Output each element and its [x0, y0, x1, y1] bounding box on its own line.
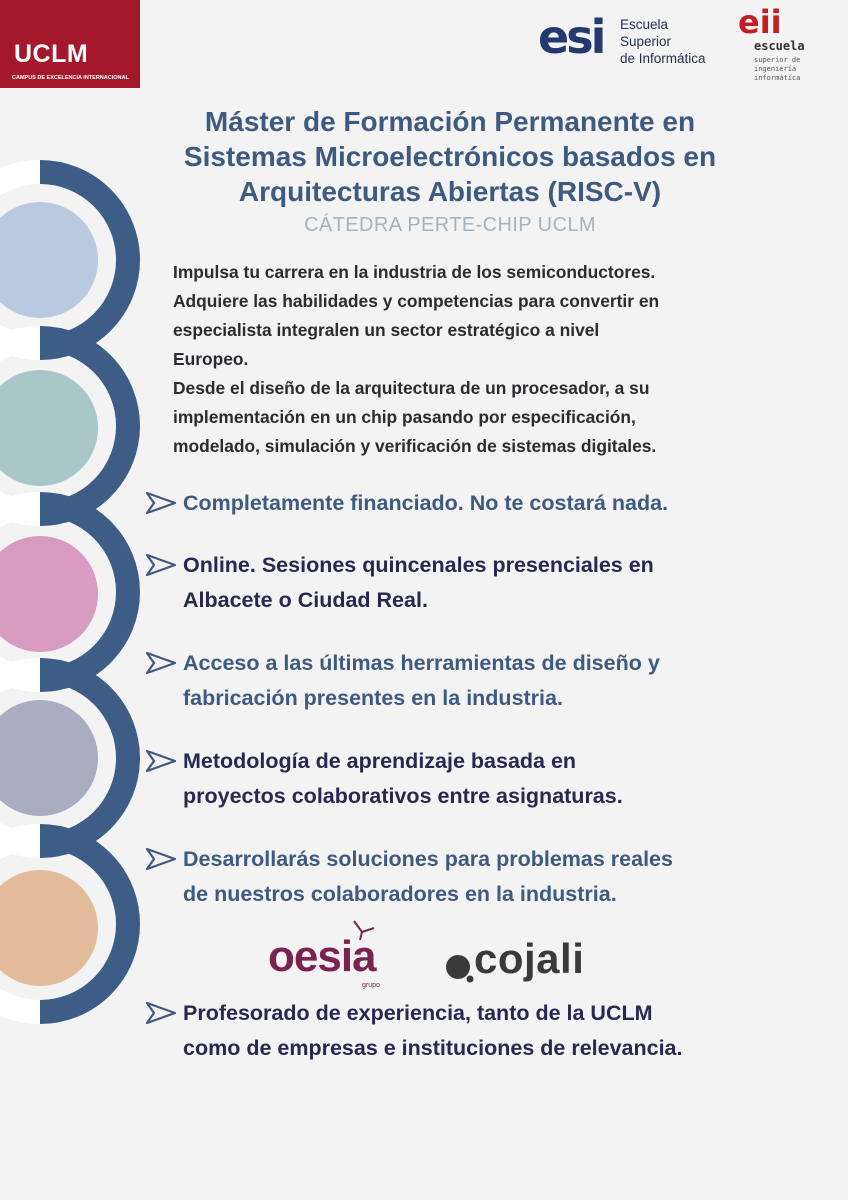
- cojali-logo: [444, 935, 604, 985]
- oesia-logo: [268, 918, 398, 990]
- title-line: Sistemas Microelectrónicos basados en: [183, 141, 717, 172]
- intro-line: Adquiere las habilidades y competencias para convertir en: [173, 291, 660, 311]
- esii-logo-line: ingeniería informática: [754, 65, 801, 82]
- intro-line: Impulsa tu carrera en la industria de los semiconductores.: [173, 262, 656, 282]
- bullet-line: fabricación presentes en la industria.: [183, 686, 563, 710]
- oesia-logo-name: oesia: [268, 932, 376, 981]
- bullet-line: Metodología de aprendizaje basada en: [183, 749, 577, 773]
- bullet-line: Completamente financiado. No te costará nada.: [183, 491, 669, 515]
- page-title: [100, 104, 800, 209]
- intro-line: Europeo.: [173, 349, 249, 369]
- arrow-bullet-icon: [143, 650, 179, 676]
- intro-line: Desde el diseño de la arquitectura de un procesador, a su: [173, 378, 650, 398]
- arrow-bullet-icon: [143, 552, 179, 578]
- bullet-text: [183, 996, 683, 1066]
- esii-logo: [738, 3, 842, 90]
- cojali-dot-icon: [444, 953, 474, 983]
- esi-logo-line: de Informática: [620, 51, 706, 66]
- decorative-circle: [0, 370, 98, 486]
- esi-logo: [538, 10, 728, 74]
- esii-logo-line: superior de: [754, 56, 801, 64]
- title-line: Máster de Formación Permanente en: [204, 106, 696, 137]
- bullet-line: Desarrollarás soluciones para problemas reales: [183, 847, 673, 871]
- bullet-line: proyectos colaborativos entre asignaturas.: [183, 784, 623, 808]
- intro-line: especialista integralen un sector estratégico a nivel: [173, 320, 600, 340]
- decorative-circle: [0, 870, 98, 986]
- esi-logo-line: Escuela: [620, 17, 669, 32]
- bullet-line: Albacete o Ciudad Real.: [183, 588, 428, 612]
- bullet-text: [183, 744, 623, 814]
- esi-logo-line: Superior: [620, 34, 672, 49]
- bullet-text: [183, 486, 668, 521]
- title-line: Arquitecturas Abiertas (RISC-V): [238, 176, 662, 207]
- bullet-text: [183, 646, 660, 716]
- cojali-logo-name: cojali: [474, 935, 585, 982]
- intro-line: implementación en un chip pasando por especificación,: [173, 407, 636, 427]
- uclm-logo: [0, 0, 140, 88]
- bullet-line: Acceso a las últimas herramientas de diseño y: [183, 651, 660, 675]
- esi-logo-text: [620, 16, 706, 67]
- decorative-circle: [0, 536, 98, 652]
- bullet-line: como de empresas e instituciones de relevancia.: [183, 1036, 683, 1060]
- bullet-line: Online. Sesiones quincenales presenciales en: [183, 553, 654, 577]
- bullet-text: [183, 548, 654, 618]
- decorative-circle: [0, 700, 98, 816]
- bullet-line: Profesorado de experiencia, tanto de la UCLM: [183, 1001, 653, 1025]
- uclm-logo-name: UCLM: [14, 40, 89, 68]
- arrow-bullet-icon: [143, 490, 179, 516]
- esii-logo-line: escuela: [754, 39, 805, 53]
- oesia-logo-sub: grupo: [362, 982, 380, 989]
- page-subtitle: CÁTEDRA PERTE-CHIP UCLM: [304, 214, 596, 236]
- esii-logo-mark: eii: [738, 3, 782, 41]
- arrow-bullet-icon: [143, 748, 179, 774]
- uclm-logo-tagline: CAMPUS DE EXCELENCIA INTERNACIONAL: [12, 75, 129, 81]
- bullet-text: [183, 842, 673, 912]
- decorative-circle: [0, 202, 98, 318]
- arrow-bullet-icon: [143, 1000, 179, 1026]
- intro-line: modelado, simulación y verificación de sistemas digitales.: [173, 436, 657, 456]
- arrow-bullet-icon: [143, 846, 179, 872]
- intro-paragraph: [173, 258, 659, 461]
- bullet-line: de nuestros colaboradores en la industria.: [183, 882, 617, 906]
- esi-logo-mark: esi: [538, 10, 604, 64]
